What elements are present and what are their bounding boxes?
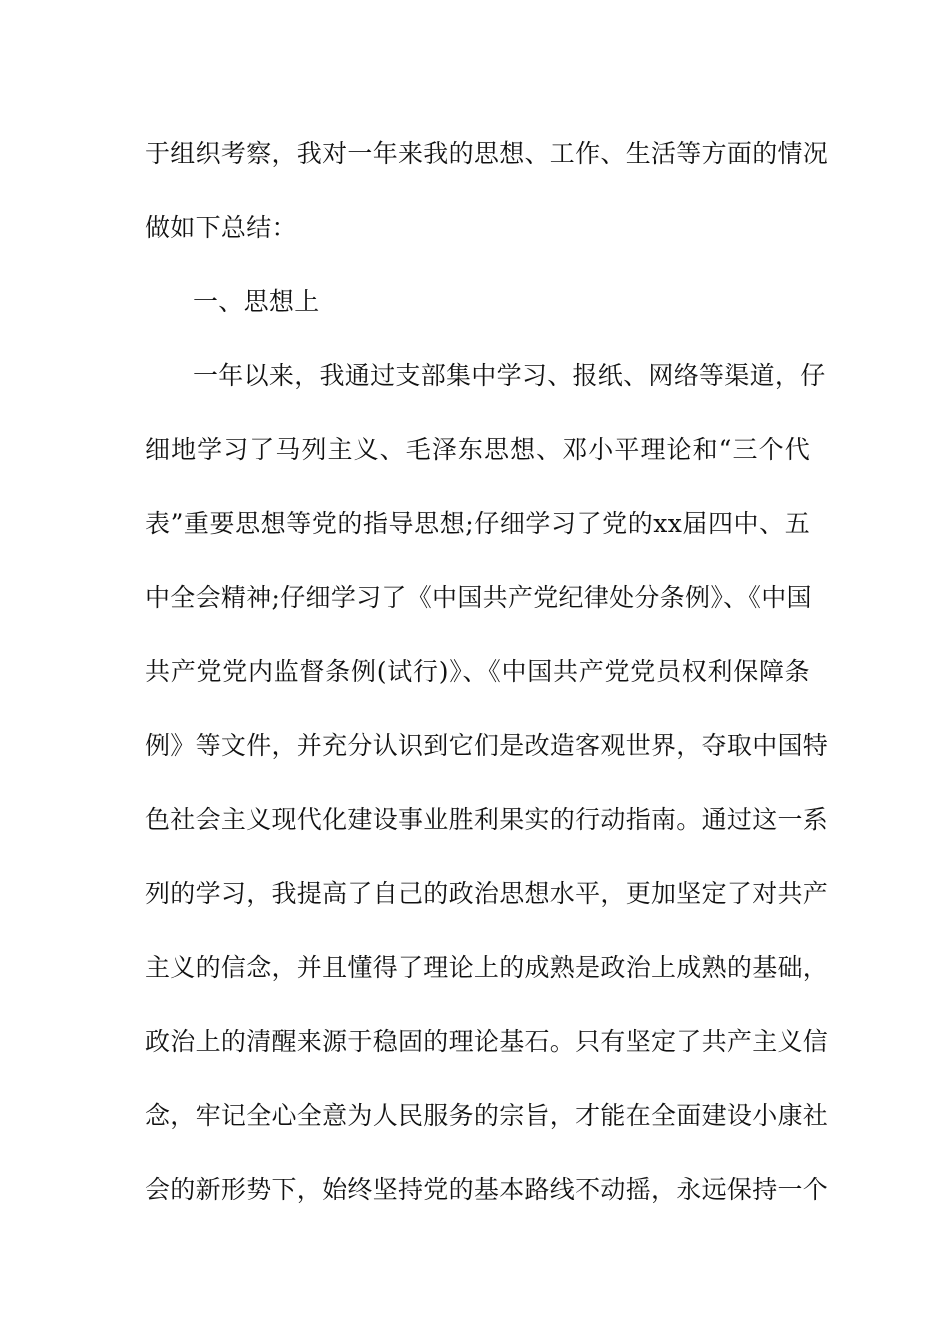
text-line-11: 列的学习，我提高了自己的政治思想水平，更加坚定了对共产 — [145, 879, 829, 908]
text-line-2: 做如下总结： — [145, 213, 297, 242]
text-line-7: 中全会精神;仔细学习了《中国共产党纪律处分条例》、《中国 — [145, 583, 812, 612]
text-line-1: 于组织考察，我对一年来我的思想、工作、生活等方面的情况 — [145, 139, 829, 168]
text-line-14: 念，牢记全心全意为人民服务的宗旨，才能在全面建设小康社 — [145, 1101, 829, 1130]
text-line-8: 共产党党内监督条例(试行)》、《中国共产党党员权利保障条 — [145, 657, 810, 686]
text-line-6: 表”重要思想等党的指导思想;仔细学习了党的xx届四中、五 — [145, 509, 810, 538]
text-line-5: 细地学习了马列主义、毛泽东思想、邓小平理论和“三个代 — [145, 435, 810, 464]
text-line-15: 会的新形势下，始终坚持党的基本路线不动摇，永远保持一个 — [145, 1175, 829, 1204]
text-line-13: 政治上的清醒来源于稳固的理论基石。只有坚定了共产主义信 — [145, 1027, 829, 1056]
section-heading: 一、思想上 — [193, 287, 320, 316]
text-line-10: 色社会主义现代化建设事业胜利果实的行动指南。通过这一系 — [145, 805, 829, 834]
text-line-9: 例》等文件，并充分认识到它们是改造客观世界，夺取中国特 — [145, 731, 829, 760]
text-line-4: 一年以来，我通过支部集中学习、报纸、网络等渠道，仔 — [193, 361, 826, 390]
text-line-12: 主义的信念，并且懂得了理论上的成熟是政治上成熟的基础， — [145, 953, 829, 982]
